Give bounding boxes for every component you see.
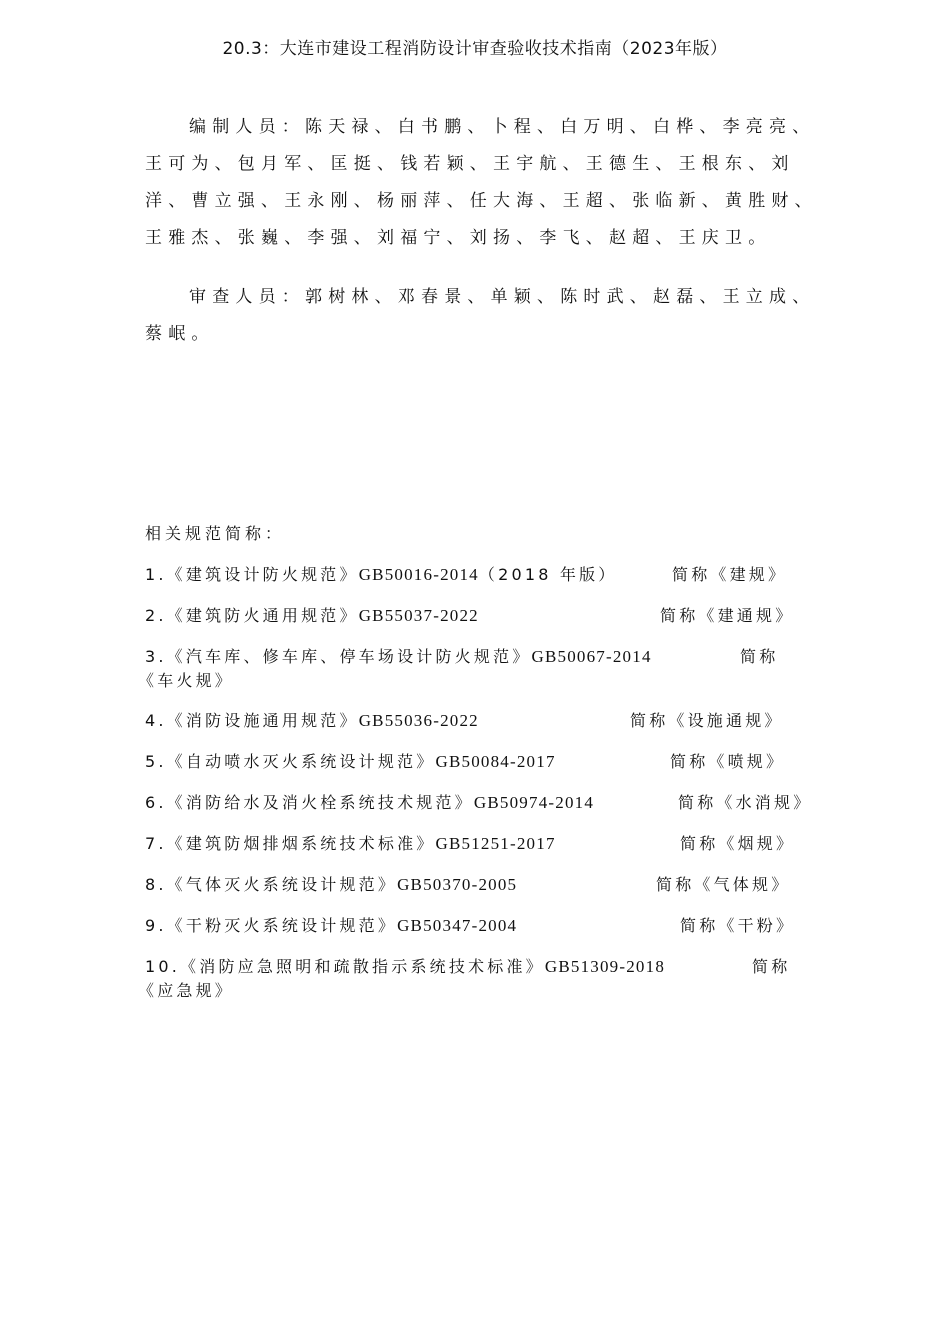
standard-number: 9. (145, 916, 167, 935)
standard-code: GB50067-2014 (531, 647, 652, 666)
standard-code: GB55036-2022 (358, 711, 479, 730)
standard-number: 7. (145, 834, 167, 853)
standard-entry (145, 954, 665, 977)
reviewers-paragraph: 审查人员：郭树林、邓春景、单颖、陈时武、赵磊、王立成、蔡岷。 (145, 287, 816, 344)
standard-item (0, 831, 950, 872)
abbreviations-heading: 相关规范简称： (145, 524, 286, 543)
standard-abbreviation: 简称《建通规》 (660, 606, 795, 625)
standard-name: 《建筑防火通用规范》 (166, 606, 359, 625)
standard-number: 2. (145, 606, 167, 625)
standard-name: 《自动喷水灭火系统设计规范》 (166, 752, 436, 771)
standard-entry (145, 872, 517, 895)
standard-number: 1. (145, 565, 167, 584)
standard-code: GB55037-2022 (358, 606, 479, 625)
standard-code: GB50084-2017 (435, 752, 556, 771)
standard-item (0, 708, 950, 749)
standard-code: GB51251-2017 (435, 834, 556, 853)
standard-name: 《汽车库、修车库、停车场设计防火规范》 (166, 647, 532, 666)
standard-number: 3. (145, 647, 167, 666)
standard-abbreviation: 简称《水消规》 (678, 793, 813, 812)
standard-abbreviation: 简称《气体规》 (656, 875, 791, 894)
standard-name: 《消防给水及消火栓系统技术规范》 (166, 793, 474, 812)
standard-entry (145, 749, 556, 772)
standard-name: 《干粉灭火系统设计规范》 (166, 916, 398, 935)
standard-abbreviation-continued: 《应急规》 (138, 981, 235, 1000)
standard-number: 8. (145, 875, 167, 894)
standard-abbreviation: 简称《设施通规》 (630, 711, 784, 730)
standard-abbreviation: 简称 (752, 957, 791, 976)
standard-abbreviation: 简称《建规》 (672, 565, 788, 584)
standard-name: 《建筑防烟排烟系统技术标准》 (166, 834, 436, 853)
standard-entry (145, 708, 479, 731)
standard-abbreviation: 简称 (740, 647, 779, 666)
standard-edition: （2018 年版） (478, 565, 618, 584)
standard-name: 《气体灭火系统设计规范》 (166, 875, 398, 894)
standard-item (0, 790, 950, 831)
standard-item (0, 913, 950, 954)
standard-item (0, 954, 950, 1018)
standard-entry (145, 562, 617, 585)
standard-code: GB50974-2014 (473, 793, 595, 812)
standard-abbreviation: 简称《干粉》 (680, 916, 796, 935)
standard-entry (145, 644, 652, 667)
standard-entry (145, 790, 594, 813)
standard-abbreviation-continued: 《车火规》 (138, 671, 235, 690)
document-title: 20.3：大连市建设工程消防设计审查验收技术指南（2023年版） (222, 39, 728, 59)
standard-number: 5. (145, 752, 167, 771)
standard-item (0, 644, 950, 708)
standard-entry (145, 603, 479, 626)
standard-item (0, 562, 950, 603)
standard-name: 《消防应急照明和疏散指示系统技术标准》 (180, 957, 545, 976)
standards-list (0, 562, 950, 1018)
standard-item (0, 603, 950, 644)
standard-abbreviation: 简称《喷规》 (670, 752, 786, 771)
standard-abbreviation: 简称《烟规》 (680, 834, 796, 853)
standard-code: GB50370-2005 (397, 875, 518, 894)
standard-item (0, 872, 950, 913)
standard-name: 《消防设施通用规范》 (166, 711, 359, 730)
standard-number: 4. (145, 711, 167, 730)
standard-name: 《建筑设计防火规范》 (166, 565, 359, 584)
standard-code: GB50016-2014 (358, 565, 479, 584)
standard-code: GB51309-2018 (544, 957, 666, 976)
standard-number: 6. (145, 793, 167, 812)
standard-entry (145, 831, 556, 854)
standard-number: 10. (145, 957, 181, 976)
editors-paragraph: 编制人员：陈天禄、白书鹏、卜程、白万明、白桦、李亮亮、王可为、包月军、匡挺、钱若颖、王宇航、王德生、王根东、刘洋、曹立强、王永刚、杨丽萍、任大海、王超、张临新、黄胜财、王雅杰、张巍、李强、刘福宁、刘扬、李飞、赵超、王庆卫。 (145, 117, 818, 248)
standard-code: GB50347-2004 (397, 916, 518, 935)
standard-entry (145, 913, 517, 936)
standard-item (0, 749, 950, 790)
